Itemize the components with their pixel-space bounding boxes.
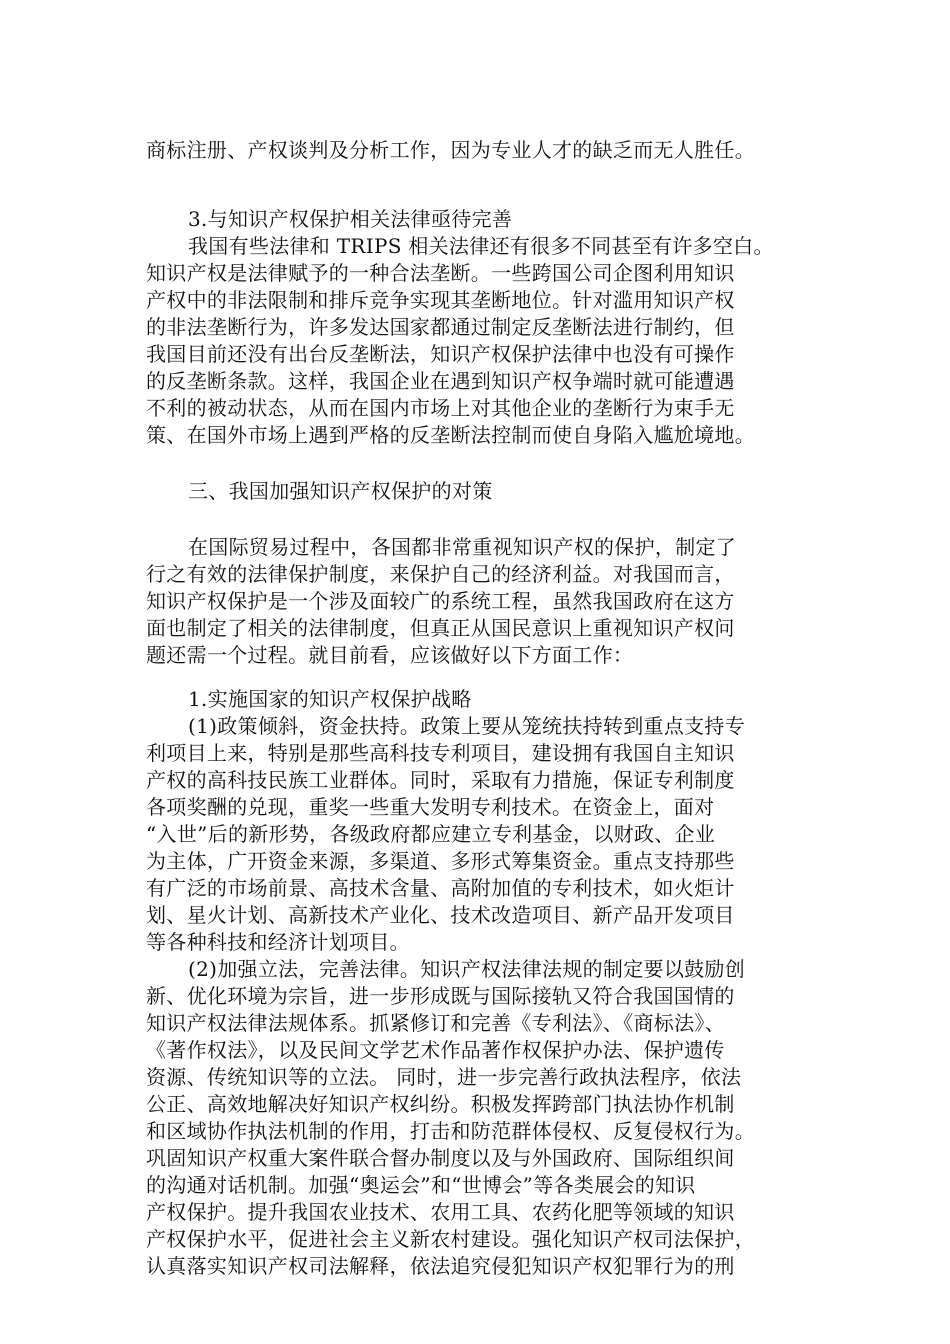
- body-line: 的沟通对话机制。加强“奥运会”和“世博会”等各类展会的知识: [146, 1173, 696, 1197]
- body-line: 各项奖酬的兑现，重奖一些重大发明专利技术。在资金上，面对: [146, 795, 715, 819]
- paragraph-first-line: (1)政策倾斜，资金扶持。政策上要从笼统扶持转到重点支持专: [188, 714, 746, 738]
- body-line: 公正、高效地解决好知识产权纠纷。积极发挥跨部门执法协作机制: [146, 1092, 735, 1116]
- body-line: 商标注册、产权谈判及分析工作，因为专业人才的缺乏而无人胜任。: [146, 138, 755, 162]
- body-line: 知识产权法律法规体系。抓紧修订和完善《专利法》、《商标法》、: [146, 1011, 725, 1035]
- body-line: 产权保护。提升我国农业技术、农用工具、农药化肥等领域的知识: [146, 1200, 735, 1224]
- body-line: 资源、传统知识等的立法。 同时，进一步完善行政执法程序，依法: [146, 1065, 742, 1089]
- paragraph-first-line: 我国有些法律和 TRIPS 相关法律还有很多不同甚至有许多空白。: [188, 234, 774, 258]
- body-line: 巩固知识产权重大案件联合督办制度以及与外国政府、国际组织间: [146, 1146, 735, 1170]
- body-line: “入世”后的新形势，各级政府都应建立专利基金，以财政、企业: [146, 822, 716, 846]
- document-page: [146, 0, 806, 1344]
- body-line: 产权保护水平，促进社会主义新农村建设。强化知识产权司法保护，: [146, 1227, 755, 1251]
- body-line: 利项目上来，特别是那些高科技专利项目，建设拥有我国自主知识: [146, 741, 735, 765]
- section-heading: 1.实施国家的知识产权保护战略: [188, 687, 472, 711]
- chapter-heading: 三、我国加强知识产权保护的对策: [188, 479, 493, 503]
- body-line: 有广泛的市场前景、高技术含量、高附加值的专利技术，如火炬计: [146, 876, 735, 900]
- paragraph-first-line: (2)加强立法，完善法律。知识产权法律法规的制定要以鼓励创: [188, 957, 746, 981]
- body-line: 面也制定了相关的法律制度，但真正从国民意识上重视知识产权问: [146, 616, 735, 640]
- body-line: 题还需一个过程。就目前看，应该做好以下方面工作：: [146, 643, 634, 667]
- body-line: 不利的被动状态，从而在国内市场上对其他企业的垄断行为束手无: [146, 396, 735, 420]
- body-line: 产权的高科技民族工业群体。同时，采取有力措施，保证专利制度: [146, 768, 735, 792]
- body-line: 的反垄断条款。这样，我国企业在遇到知识产权争端时就可能遭遇: [146, 369, 735, 393]
- body-line: 《著作权法》，以及民间文学艺术作品著作权保护办法、保护遗传: [146, 1038, 725, 1062]
- body-line: 行之有效的法律保护制度，来保护自己的经济利益。对我国而言，: [146, 562, 735, 586]
- body-line: 知识产权是法律赋予的一种合法垄断。一些跨国公司企图利用知识: [146, 261, 735, 285]
- paragraph-first-line: 在国际贸易过程中，各国都非常重视知识产权的保护，制定了: [188, 535, 737, 559]
- body-line: 新、优化环境为宗旨，进一步形成既与国际接轨又符合我国国情的: [146, 984, 735, 1008]
- body-line: 我国目前还没有出台反垄断法，知识产权保护法律中也没有可操作: [146, 342, 735, 366]
- body-line: 为主体，广开资金来源，多渠道、多形式筹集资金。重点支持那些: [146, 849, 735, 873]
- body-line: 等各种科技和经济计划项目。: [146, 930, 410, 954]
- body-line: 划、星火计划、高新技术产业化、技术改造项目、新产品开发项目: [146, 903, 735, 927]
- body-line: 的非法垄断行为，许多发达国家都通过制定反垄断法进行制约，但: [146, 315, 735, 339]
- body-line: 知识产权保护是一个涉及面较广的系统工程，虽然我国政府在这方: [146, 589, 735, 613]
- body-line: 和区域协作执法机制的作用，打击和防范群体侵权、反复侵权行为。: [146, 1119, 755, 1143]
- body-line: 产权中的非法限制和排斥竞争实现其垄断地位。针对滥用知识产权: [146, 288, 735, 312]
- body-line: 策、在国外市场上遇到严格的反垄断法控制而使自身陷入尴尬境地。: [146, 423, 755, 447]
- section-heading: 3.与知识产权保护相关法律亟待完善: [188, 207, 513, 231]
- body-line: 认真落实知识产权司法解释，依法追究侵犯知识产权犯罪行为的刑: [146, 1254, 735, 1278]
